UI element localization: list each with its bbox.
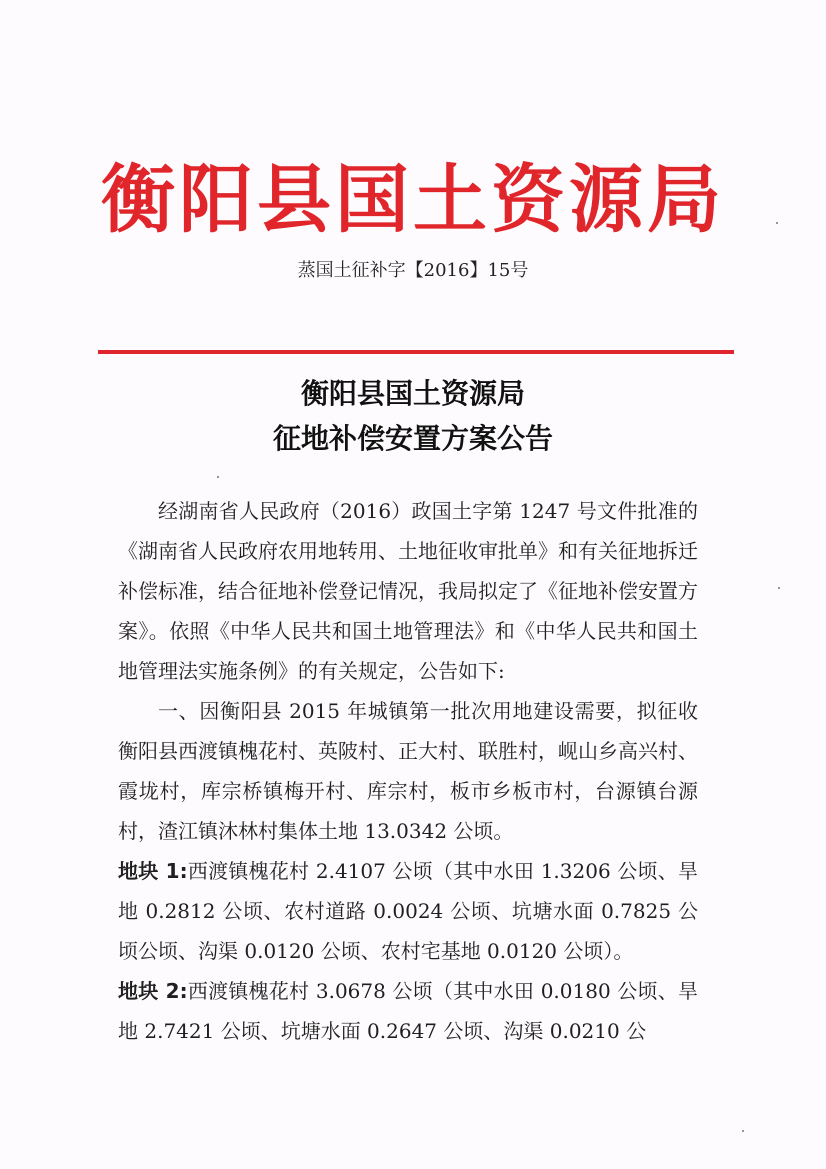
title-line-1: 衡阳县国土资源局 xyxy=(300,377,525,410)
paragraph-section-one: 一、因衡阳县 2015 年城镇第一批次用地建设需要，拟征收衡阳县西渡镇槐花村、英陂村、正大村、联胜村，岘山乡高兴村、霞垅村，库宗桥镇梅开村、库宗村，板市乡板市村，台源镇台源村，渣江镇沐林村集体土地 13.0342 公顷。 xyxy=(118,699,698,843)
scan-speck xyxy=(217,476,219,478)
agency-masthead: 衡阳县国土资源局 xyxy=(101,157,725,243)
plot-2-label: 地块 2: xyxy=(118,979,188,1003)
scan-speck xyxy=(778,587,780,589)
red-divider-line xyxy=(98,350,734,354)
document-number: 蒸国土征补字【2016】15号 xyxy=(297,260,529,281)
paragraph-intro: 经湖南省人民政府（2016）政国土字第 1247 号文件批准的《湖南省人民政府农用地转用、土地征收审批单》和有关征地拆迁补偿标准，结合征地补偿登记情况，我局拟定了《征地补偿安置方案》。依照《中华人民共和国土地管理法》和《中华人民共和国土地管理法实施条例》的有关规定，公告如下: xyxy=(118,499,698,683)
announcement-body xyxy=(118,491,698,1051)
plot-2 xyxy=(118,971,698,1051)
scan-speck xyxy=(742,1130,744,1132)
plot-1-label: 地块 1: xyxy=(118,859,188,883)
plot-1 xyxy=(118,851,698,971)
scan-speck xyxy=(776,222,778,224)
plot-1-text: 西渡镇槐花村 2.4107 公顷（其中水田 1.3206 公顷、旱地 0.2812 公顷、农村道路 0.0024 公顷、坑塘水面 0.7825 公顷公顷、沟渠 0.0120 公顷、农村宅基地 0.0120 公顷）。 xyxy=(118,859,698,963)
title-line-2: 征地补偿安置方案公告 xyxy=(272,422,553,455)
plot-2-text: 西渡镇槐花村 3.0678 公顷（其中水田 0.0180 公顷、旱地 2.7421 公顷、坑塘水面 0.2647 公顷、沟渠 0.0210 公 xyxy=(118,979,698,1043)
